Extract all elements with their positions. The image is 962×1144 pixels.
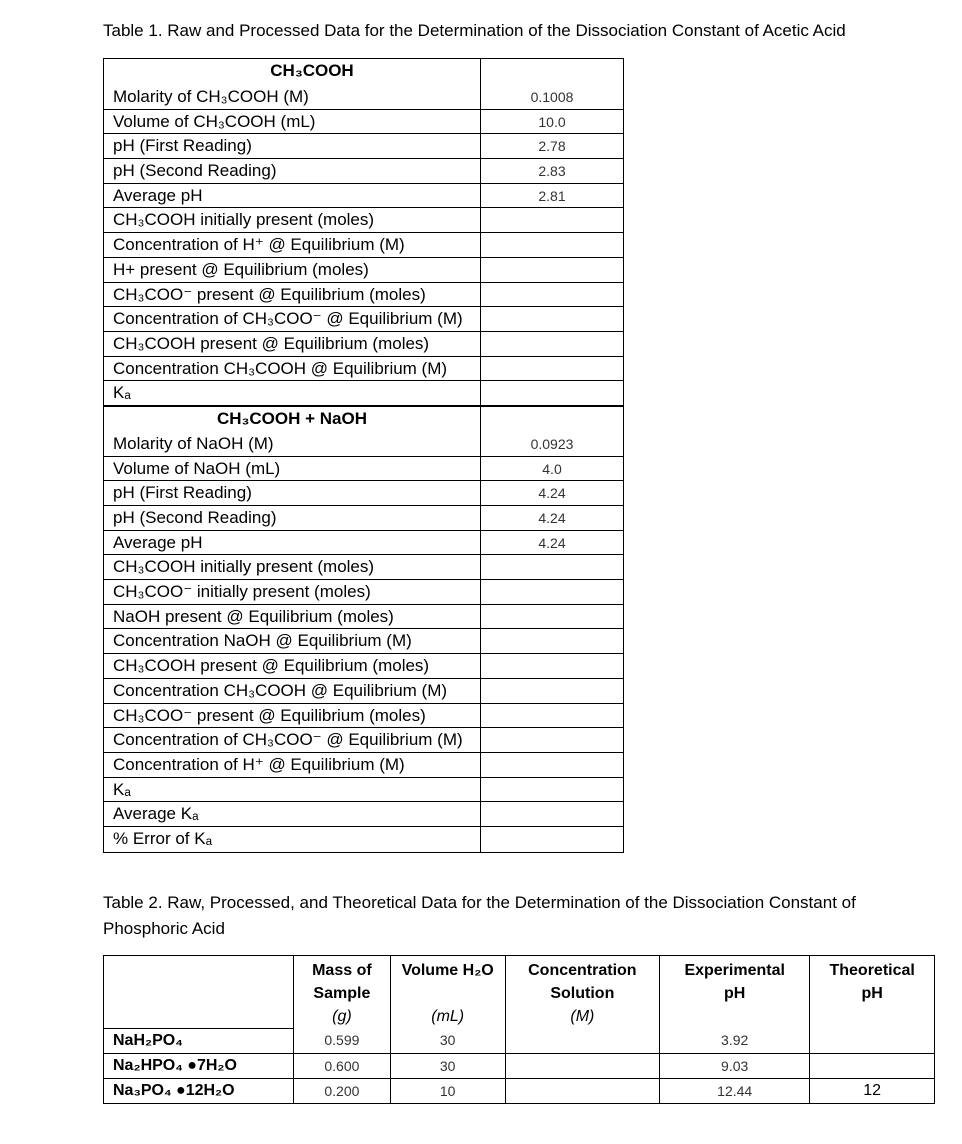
column-header-experimental-ph: Experimental pH xyxy=(660,956,810,1029)
row-value: 0.1008 xyxy=(481,85,623,110)
table-row xyxy=(104,457,623,482)
row-label: Concentration of CH₃COO⁻ @ Equilibrium (M) xyxy=(104,728,481,753)
row-value: 4.24 xyxy=(481,481,623,506)
row-value xyxy=(481,307,623,332)
table-row xyxy=(104,802,623,827)
table-row xyxy=(104,654,623,679)
salt-name: Na₃PO₄ ●12H₂O xyxy=(104,1078,294,1103)
row-label: Concentration of CH₃COO⁻ @ Equilibrium (M) xyxy=(104,307,481,332)
table-row xyxy=(104,629,623,654)
acetic-acid-data-table xyxy=(103,58,624,853)
row-label: H+ present @ Equilibrium (moles) xyxy=(104,258,481,283)
row-label: Concentration of H⁺ @ Equilibrium (M) xyxy=(104,233,481,258)
table-row xyxy=(104,134,623,159)
table-row xyxy=(104,307,623,332)
row-label: Kₐ xyxy=(104,381,481,406)
row-label: Concentration of H⁺ @ Equilibrium (M) xyxy=(104,753,481,778)
row-label: Average Kₐ xyxy=(104,802,481,827)
row-value xyxy=(481,654,623,679)
table-row xyxy=(104,432,623,457)
table-row xyxy=(104,85,623,110)
table-row xyxy=(104,1078,935,1103)
table-row xyxy=(104,728,623,753)
section-header-acetic-acid xyxy=(104,59,623,85)
row-label: CH₃COOH initially present (moles) xyxy=(104,208,481,233)
table-row xyxy=(104,531,623,556)
theoretical-ph-cell xyxy=(810,1053,935,1078)
experimental-ph-cell: 12.44 xyxy=(660,1078,810,1103)
row-label: CH₃COOH present @ Equilibrium (moles) xyxy=(104,654,481,679)
table-row xyxy=(104,1053,935,1078)
row-value: 10.0 xyxy=(481,110,623,135)
experimental-ph-cell: 9.03 xyxy=(660,1053,810,1078)
row-label: CH₃COOH initially present (moles) xyxy=(104,555,481,580)
row-value: 0.0923 xyxy=(481,432,623,457)
table-row xyxy=(104,357,623,382)
row-label: pH (Second Reading) xyxy=(104,159,481,184)
table-row xyxy=(104,381,623,406)
column-header-volume: Volume H₂O (mL) xyxy=(390,956,505,1029)
row-value: 2.81 xyxy=(481,184,623,209)
mass-cell: 0.600 xyxy=(294,1053,391,1078)
row-label: pH (Second Reading) xyxy=(104,506,481,531)
table-row xyxy=(104,827,623,852)
table-row xyxy=(104,605,623,630)
row-value xyxy=(481,753,623,778)
row-value xyxy=(481,555,623,580)
row-value xyxy=(481,381,623,406)
column-header-mass: Mass of Sample (g) xyxy=(294,956,391,1029)
volume-cell: 10 xyxy=(390,1078,505,1103)
row-label: Average pH xyxy=(104,531,481,556)
mass-cell: 0.599 xyxy=(294,1028,391,1053)
table1-caption: Table 1. Raw and Processed Data for the Determination of the Dissociation Constant of Acetic Acid xyxy=(103,21,846,40)
row-label: % Error of Kₐ xyxy=(104,827,481,852)
column-header-theoretical-ph: Theoretical pH xyxy=(810,956,935,1029)
concentration-cell xyxy=(505,1028,659,1053)
row-label: Volume of NaOH (mL) xyxy=(104,457,481,482)
table-row xyxy=(104,778,623,803)
row-value: 2.83 xyxy=(481,159,623,184)
row-value xyxy=(481,283,623,308)
row-label: pH (First Reading) xyxy=(104,481,481,506)
row-label: CH₃COO⁻ present @ Equilibrium (moles) xyxy=(104,283,481,308)
section-header-label: CH₃COOH + NaOH xyxy=(104,407,481,432)
phosphoric-acid-data-table xyxy=(103,955,935,1104)
concentration-cell xyxy=(505,1053,659,1078)
theoretical-ph-cell: 12 xyxy=(810,1078,935,1103)
row-value xyxy=(481,629,623,654)
table-row xyxy=(104,258,623,283)
row-label: Concentration CH₃COOH @ Equilibrium (M) xyxy=(104,357,481,382)
row-value xyxy=(481,258,623,283)
row-label: Molarity of NaOH (M) xyxy=(104,432,481,457)
salt-name: NaH₂PO₄ xyxy=(104,1028,294,1053)
section-header-label: CH₃COOH xyxy=(104,59,481,85)
row-value xyxy=(481,605,623,630)
row-value xyxy=(481,679,623,704)
table-row xyxy=(104,580,623,605)
row-value xyxy=(481,208,623,233)
table-row xyxy=(104,753,623,778)
mass-cell: 0.200 xyxy=(294,1078,391,1103)
table-row xyxy=(104,283,623,308)
row-value xyxy=(481,778,623,803)
table-row xyxy=(104,110,623,135)
row-value xyxy=(481,233,623,258)
row-value: 4.0 xyxy=(481,457,623,482)
row-label: Molarity of CH₃COOH (M) xyxy=(104,85,481,110)
row-value xyxy=(481,802,623,827)
table-row xyxy=(104,704,623,729)
row-label: Kₐ xyxy=(104,778,481,803)
row-value xyxy=(481,332,623,357)
row-label: Concentration NaOH @ Equilibrium (M) xyxy=(104,629,481,654)
table-row xyxy=(104,555,623,580)
row-label: NaOH present @ Equilibrium (moles) xyxy=(104,605,481,630)
table-row xyxy=(104,233,623,258)
table-row xyxy=(104,481,623,506)
table-row xyxy=(104,159,623,184)
row-value xyxy=(481,580,623,605)
table2-caption: Table 2. Raw, Processed, and Theoretical Data for the Determination of the Dissociation Constant of Phosphoric Acid xyxy=(103,893,856,938)
theoretical-ph-cell xyxy=(810,1028,935,1053)
row-label: pH (First Reading) xyxy=(104,134,481,159)
row-value: 4.24 xyxy=(481,531,623,556)
concentration-cell xyxy=(505,1078,659,1103)
table-row xyxy=(104,506,623,531)
experimental-ph-cell: 3.92 xyxy=(660,1028,810,1053)
row-label: Concentration CH₃COOH @ Equilibrium (M) xyxy=(104,679,481,704)
salt-name: Na₂HPO₄ ●7H₂O xyxy=(104,1053,294,1078)
row-value: 2.78 xyxy=(481,134,623,159)
row-value xyxy=(481,357,623,382)
row-label: CH₃COO⁻ initially present (moles) xyxy=(104,580,481,605)
row-label: Volume of CH₃COOH (mL) xyxy=(104,110,481,135)
table-row xyxy=(104,184,623,209)
row-label: CH₃COOH present @ Equilibrium (moles) xyxy=(104,332,481,357)
column-header-concentration: Concentration Solution (M) xyxy=(505,956,659,1029)
volume-cell: 30 xyxy=(390,1053,505,1078)
row-value xyxy=(481,827,623,852)
row-value xyxy=(481,728,623,753)
row-label: Average pH xyxy=(104,184,481,209)
row-value: 4.24 xyxy=(481,506,623,531)
table-row xyxy=(104,679,623,704)
table-row xyxy=(104,332,623,357)
row-label: CH₃COO⁻ present @ Equilibrium (moles) xyxy=(104,704,481,729)
row-value xyxy=(481,704,623,729)
table-row xyxy=(104,208,623,233)
corner-cell xyxy=(104,956,294,1029)
section-header-acetic-acid-naoh xyxy=(104,406,623,432)
table-row xyxy=(104,1028,935,1053)
volume-cell: 30 xyxy=(390,1028,505,1053)
